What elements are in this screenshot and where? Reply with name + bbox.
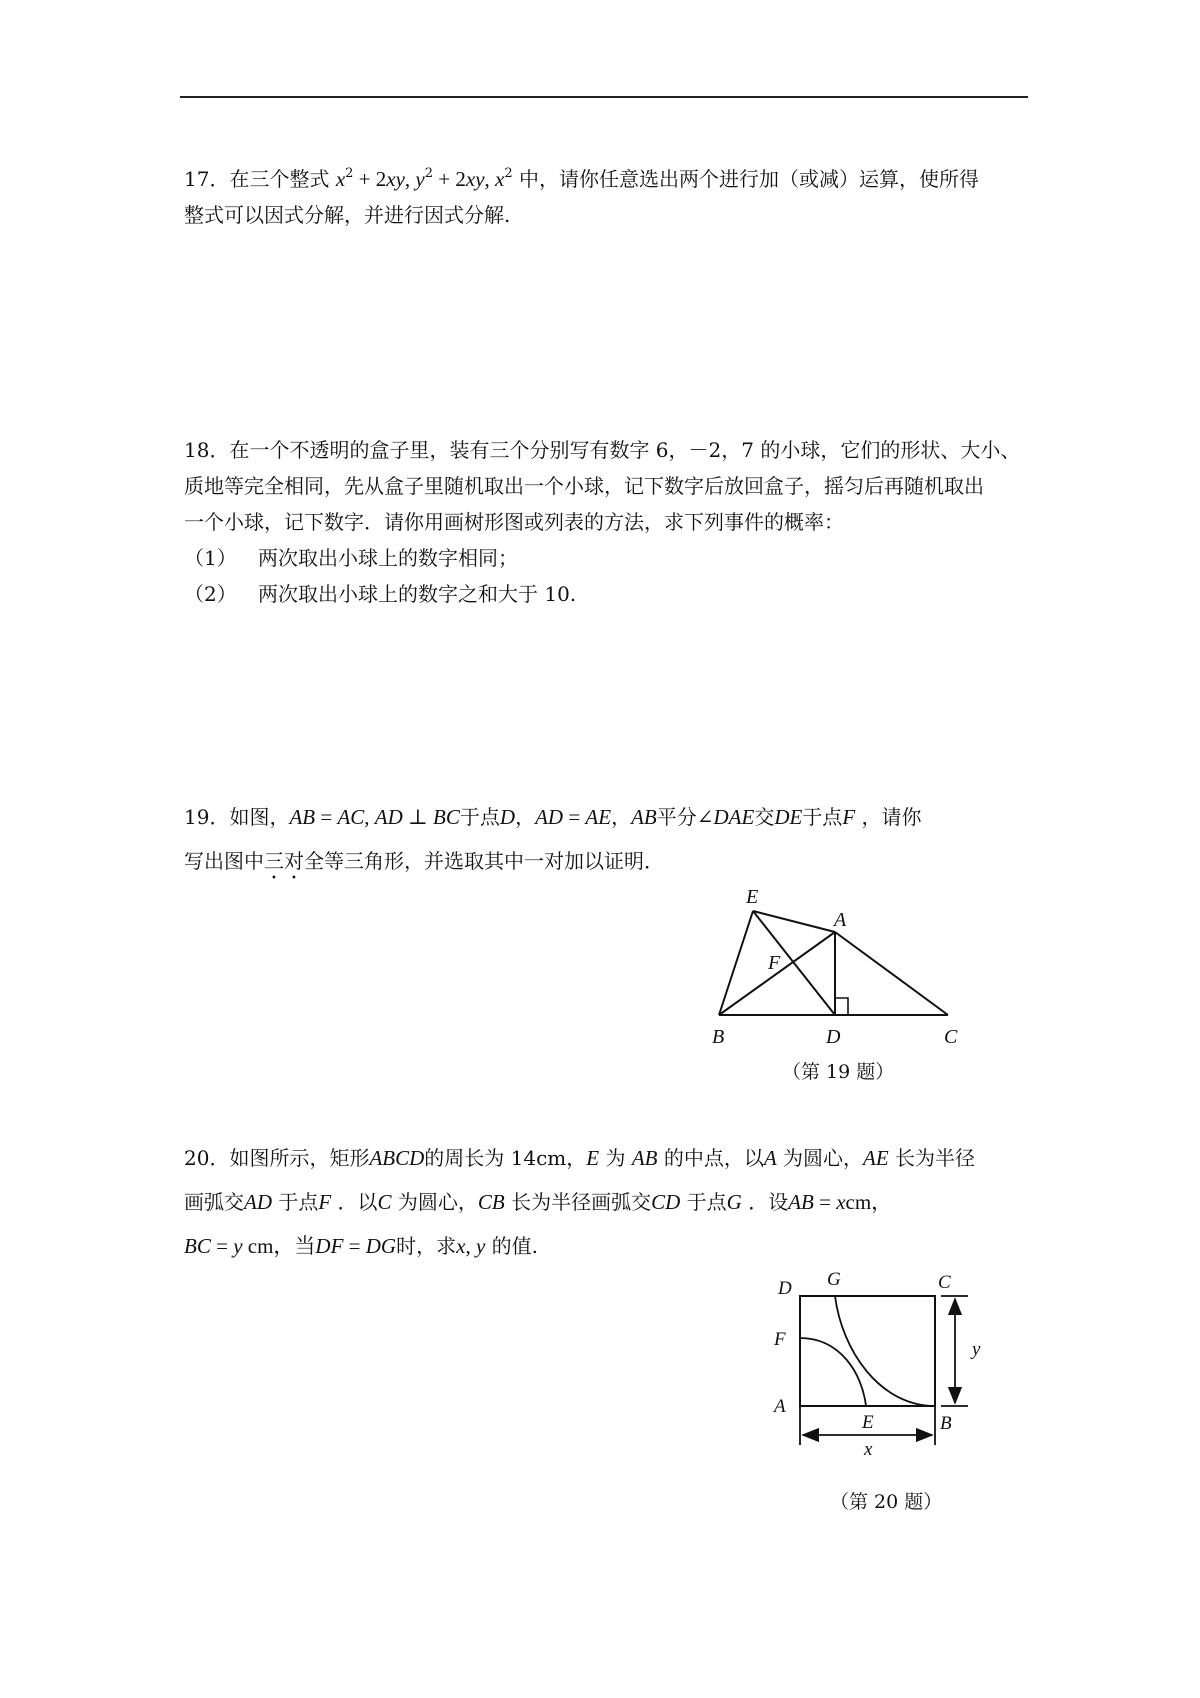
figure-20-rectangle-diagram <box>760 1255 1000 1480</box>
label-F: F <box>774 1329 786 1350</box>
q19-line-1: 19．如图，AB = AC, AD ⊥ BC于点D，AD = AE，AB平分∠DAE交DE于点F ，请你 <box>184 805 922 829</box>
segment-BE <box>719 911 753 1015</box>
label-C: C <box>944 1026 958 1048</box>
q17-line-1: 17．在三个整式 $x^2 + 2xy$, $y^2 + 2xy$, $x^2$ 中，请你任意选出两个进行加（或减）运算，使所得 <box>184 166 979 191</box>
question-18 <box>184 432 1034 612</box>
q20-line-2: 画弧交AD 于点F ．以C 为圆心，CB 长为半径画弧交CD 于点G ．设AB = xcm， <box>184 1190 893 1214</box>
question-19 <box>184 795 1034 884</box>
figure-20-caption: （第 20 题） <box>830 1491 943 1513</box>
segment-AC <box>835 932 948 1015</box>
figure-19-caption: （第 19 题） <box>782 1061 895 1083</box>
q17-line-2: 整式可以因式分解，并进行因式分解. <box>184 203 511 227</box>
label-y: y <box>972 1339 981 1360</box>
arc-GB <box>835 1296 935 1406</box>
label-x: x <box>864 1439 873 1460</box>
question-20 <box>184 1136 1034 1268</box>
q18-line-3: 一个小球，记下数字．请你用画树形图或列表的方法，求下列事件的概率： <box>184 510 844 534</box>
label-F: F <box>768 952 781 974</box>
segment-ED <box>753 911 835 1015</box>
header-rule <box>180 96 1028 98</box>
emphasis-three-pairs: 三对 <box>264 849 304 873</box>
q18-subquestion-1: （1） 两次取出小球上的数字相同； <box>184 546 518 570</box>
label-B: B <box>712 1026 725 1048</box>
q19-line-2: 写出图中三对全等三角形，并选取其中一对加以证明． <box>184 849 664 873</box>
rectangle-ABCD <box>800 1296 935 1406</box>
label-E: E <box>862 1412 874 1433</box>
q20-line-3: BC = y cm，当DF = DG时，求x, y 的值. <box>184 1234 538 1258</box>
label-A: A <box>834 909 847 931</box>
label-B: B <box>940 1413 952 1434</box>
label-A: A <box>774 1396 786 1417</box>
label-D: D <box>778 1278 792 1299</box>
arc-FE <box>800 1338 866 1406</box>
q18-line-2: 质地等完全相同，先从盒子里随机取出一个小球，记下数字后放回盒子，摇匀后再随机取出 <box>184 474 984 498</box>
label-C: C <box>938 1272 951 1293</box>
label-G: G <box>827 1269 841 1290</box>
figure-19-triangle-diagram <box>700 880 970 1060</box>
label-D: D <box>826 1026 841 1048</box>
right-angle-mark <box>835 998 848 1015</box>
segment-EA <box>753 911 835 932</box>
question-17 <box>184 161 1034 233</box>
q18-subquestion-2: （2） 两次取出小球上的数字之和大于 10. <box>184 582 577 606</box>
q18-line-1: 18．在一个不透明的盒子里，装有三个分别写有数字 6，－2，7 的小球，它们的形状、大小、 <box>184 438 1021 462</box>
label-E: E <box>746 886 759 908</box>
q20-line-1: 20．如图所示，矩形ABCD的周长为 14cm，E 为 AB 的中点，以A 为圆心，AE 长为半径 <box>184 1146 976 1170</box>
